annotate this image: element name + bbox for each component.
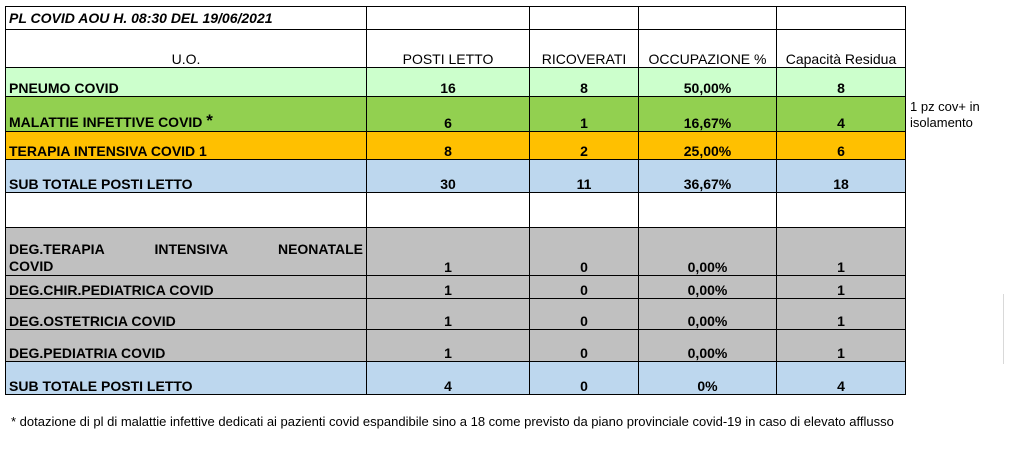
uo-name-text: MALATTIE INFETTIVE COVID <box>9 114 203 130</box>
capacita-cell: 1 <box>777 330 906 362</box>
uo-name: DEG.CHIR.PEDIATRICA COVID <box>6 276 367 299</box>
subtotal-label: SUB TOTALE POSTI LETTO <box>6 160 367 193</box>
posti-cell: 4 <box>367 362 530 395</box>
header-posti-letto: POSTI LETTO <box>367 30 530 68</box>
subtotal-label: SUB TOTALE POSTI LETTO <box>6 362 367 395</box>
uo-name: TERAPIA INTENSIVA COVID 1 <box>6 132 367 160</box>
ricoverati-cell: 8 <box>530 68 639 97</box>
header-capacita: Capacità Residua <box>777 30 906 68</box>
uo-name-line2: COVID <box>9 258 54 274</box>
table-row <box>6 132 906 160</box>
capacita-cell: 1 <box>777 276 906 299</box>
table-row <box>6 276 906 299</box>
header-ricoverati: RICOVERATI <box>530 30 639 68</box>
header-uo: U.O. <box>6 30 367 68</box>
table-title: PL COVID AOU H. 08:30 DEL 19/06/2021 <box>6 7 367 30</box>
occupazione-cell: 0,00% <box>639 299 777 330</box>
footnote-marker: * <box>206 111 213 130</box>
blank-row <box>6 193 906 228</box>
ricoverati-cell: 0 <box>530 276 639 299</box>
posti-cell: 6 <box>367 97 530 132</box>
footnote: * dotazione di pl di malattie infettive dedicati ai pazienti covid espandibile sino a 18 come previsto da piano provinciale covid-19 in caso di elevato afflusso <box>11 414 894 429</box>
occupazione-cell: 0% <box>639 362 777 395</box>
side-note: 1 pz cov+ in isolamento <box>910 99 980 130</box>
table-row <box>6 299 906 330</box>
posti-cell: 1 <box>367 276 530 299</box>
occupazione-cell: 50,00% <box>639 68 777 97</box>
ricoverati-cell: 2 <box>530 132 639 160</box>
occupazione-cell: 0,00% <box>639 276 777 299</box>
title-row <box>6 7 906 30</box>
capacita-cell: 1 <box>777 228 906 276</box>
ricoverati-cell: 11 <box>530 160 639 193</box>
ricoverati-cell: 1 <box>530 97 639 132</box>
table-row <box>6 97 906 132</box>
occupazione-cell: 36,67% <box>639 160 777 193</box>
ricoverati-cell: 0 <box>530 362 639 395</box>
uo-name <box>6 97 367 132</box>
uo-name-line1: DEG.TERAPIA INTENSIVA NEONATALE <box>9 241 363 257</box>
divider <box>1003 294 1004 364</box>
covid-beds-table <box>5 6 906 395</box>
posti-cell: 1 <box>367 330 530 362</box>
posti-cell: 16 <box>367 68 530 97</box>
table-row <box>6 68 906 97</box>
ricoverati-cell: 0 <box>530 330 639 362</box>
header-occupazione: OCCUPAZIONE % <box>639 30 777 68</box>
capacita-cell: 4 <box>777 362 906 395</box>
uo-name: DEG.OSTETRICIA COVID <box>6 299 367 330</box>
uo-name <box>6 228 367 276</box>
posti-cell: 1 <box>367 228 530 276</box>
capacita-cell: 18 <box>777 160 906 193</box>
subtotal-row <box>6 362 906 395</box>
posti-cell: 8 <box>367 132 530 160</box>
ricoverati-cell: 0 <box>530 299 639 330</box>
capacita-cell: 6 <box>777 132 906 160</box>
ricoverati-cell: 0 <box>530 228 639 276</box>
occupazione-cell: 25,00% <box>639 132 777 160</box>
header-row <box>6 30 906 68</box>
occupazione-cell: 0,00% <box>639 330 777 362</box>
uo-name: DEG.PEDIATRIA COVID <box>6 330 367 362</box>
posti-cell: 30 <box>367 160 530 193</box>
uo-name: PNEUMO COVID <box>6 68 367 97</box>
occupazione-cell: 0,00% <box>639 228 777 276</box>
table-row <box>6 330 906 362</box>
capacita-cell: 1 <box>777 299 906 330</box>
subtotal-row <box>6 160 906 193</box>
posti-cell: 1 <box>367 299 530 330</box>
table-row <box>6 228 906 276</box>
occupazione-cell: 16,67% <box>639 97 777 132</box>
capacita-cell: 8 <box>777 68 906 97</box>
capacita-cell: 4 <box>777 97 906 132</box>
